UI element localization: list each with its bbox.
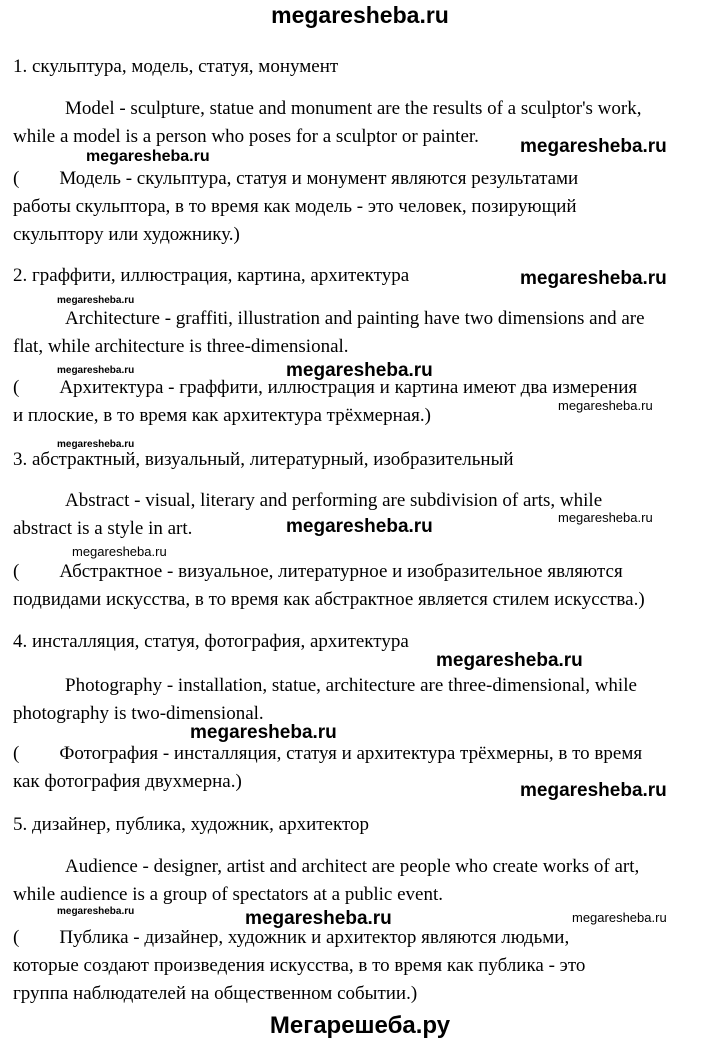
watermark: megaresheba.ru	[520, 136, 667, 157]
item-1-russian-line-3: скульптору или художнику.)	[13, 224, 240, 245]
item-5-russian-line-2: которые создают произведения искусства, в то время как публика - это	[13, 955, 586, 976]
item-4-russian-line-1: ( Фотография - инсталляция, статуя и архитектура трёхмерны, в то время	[13, 743, 643, 764]
watermark: megaresheba.ru	[520, 780, 667, 801]
watermark: megaresheba.ru	[572, 910, 667, 925]
watermark: megaresheba.ru	[57, 295, 135, 306]
watermark: megaresheba.ru	[558, 510, 653, 525]
open-paren: (	[13, 168, 20, 189]
item-4-russian-line-2: как фотография двухмерна.)	[13, 771, 242, 792]
item-3-russian-line-2: подвидами искусства, в то время как абстрактное является стилем искусства.)	[13, 589, 645, 610]
watermark: megaresheba.ru	[520, 268, 667, 289]
item-5-russian-line-1: ( Публика - дизайнер, художник и архитектор являются людьми,	[13, 927, 570, 948]
item-2-russian-line-2: и плоские, в то время как архитектура трёхмерная.)	[13, 405, 431, 426]
open-paren: (	[13, 561, 20, 582]
watermark: megaresheba.ru	[286, 516, 433, 537]
item-5-russian-line-3: группа наблюдателей на общественном событии.)	[13, 983, 418, 1004]
watermark: megaresheba.ru	[436, 650, 583, 671]
watermark: megaresheba.ru	[190, 722, 337, 743]
item-5-english-line-2: while audience is a group of spectators at a public event.	[13, 884, 443, 905]
watermark: megaresheba.ru	[86, 148, 210, 165]
watermark: megaresheba.ru	[57, 439, 135, 450]
open-paren: (	[13, 927, 20, 948]
item-1-english-line-2: while a model is a person who poses for a sculptor or painter.	[13, 126, 479, 147]
watermark: megaresheba.ru	[57, 906, 135, 917]
item-3-heading: 3. абстрактный, визуальный, литературный, изобразительный	[13, 449, 514, 470]
item-3-russian-line-1: ( Абстрактное - визуальное, литературное и изобразительное являются	[13, 561, 623, 582]
watermark: megaresheba.ru	[286, 360, 433, 381]
watermark: megaresheba.ru	[245, 908, 392, 929]
item-2-russian-line-1: ( Архитектура - граффити, иллюстрация и картина имеют два измерения	[13, 377, 638, 398]
item-3-english-line-1: Abstract - visual, literary and performing are subdivision of arts, while	[65, 490, 603, 511]
watermark: megaresheba.ru	[72, 544, 167, 559]
watermark: megaresheba.ru	[558, 398, 653, 413]
item-2-english-line-1: Architecture - graffiti, illustration and painting have two dimensions and are	[65, 308, 645, 329]
item-2-english-line-2: flat, while architecture is three-dimensional.	[13, 336, 349, 357]
item-1-russian-line-1: ( Модель - скульптура, статуя и монумент являются результатами	[13, 168, 579, 189]
item-3-english-line-2: abstract is a style in art.	[13, 518, 193, 539]
item-5-heading: 5. дизайнер, публика, художник, архитектор	[13, 814, 370, 835]
site-header: megaresheba.ru	[271, 2, 449, 28]
item-2-heading: 2. граффити, иллюстрация, картина, архитектура	[13, 265, 410, 286]
item-1-heading: 1. скульптура, модель, статуя, монумент	[13, 56, 339, 77]
open-paren: (	[13, 743, 20, 764]
item-1-english-line-1: Model - sculpture, statue and monument are the results of a sculptor's work,	[65, 98, 642, 119]
site-footer: Мегарешеба.ру	[269, 1012, 451, 1039]
item-4-heading: 4. инсталляция, статуя, фотография, архитектура	[13, 631, 409, 652]
item-4-english-line-2: photography is two-dimensional.	[13, 703, 264, 724]
open-paren: (	[13, 377, 20, 398]
item-4-english-line-1: Photography - installation, statue, architecture are three-dimensional, while	[65, 675, 637, 696]
watermark: megaresheba.ru	[57, 365, 135, 376]
item-1-russian-line-2: работы скульптора, в то время как модель - это человек, позирующий	[13, 196, 577, 217]
item-5-english-line-1: Audience - designer, artist and architect are people who create works of art,	[65, 856, 640, 877]
